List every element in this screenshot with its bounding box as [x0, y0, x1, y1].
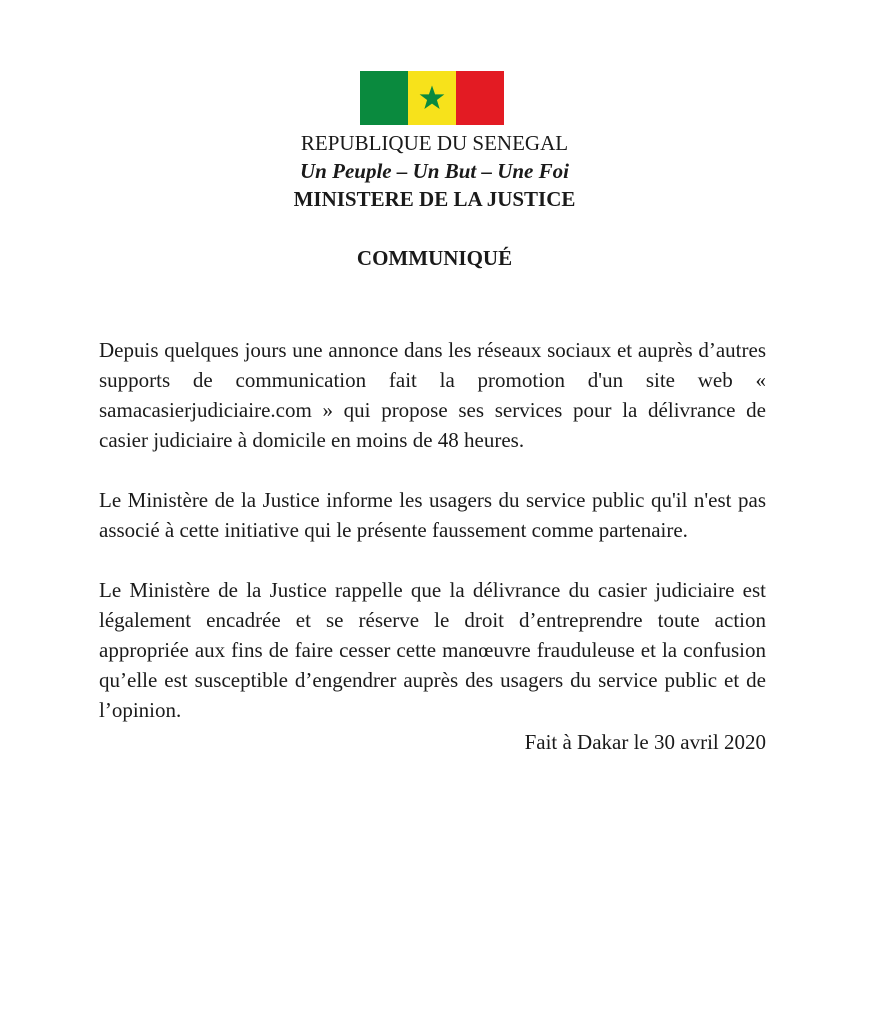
document-title: COMMUNIQUÉ — [356, 246, 513, 270]
star-icon — [419, 85, 445, 111]
senegal-flag-icon — [360, 71, 504, 125]
republic-name: REPUBLIQUE DU SENEGAL — [300, 131, 569, 155]
paragraph-2: Le Ministère de la Justice informe les usagers du service public qu'il n'est pas associé à cette initiative qui le présente faussement comme partenaire. — [99, 488, 766, 542]
paragraph-1: Depuis quelques jours une annonce dans les réseaux sociaux et auprès d’autres supports de communication fait la promotion d'un site web « samacasierjudiciaire.com » qui propose ses services pour la délivrance de casier judiciaire à domicile en moins de 48 heures. — [99, 338, 766, 452]
national-motto: Un Peuple – Un But – Une Foi — [300, 159, 569, 183]
document-header — [0, 129, 869, 213]
flag-yellow-band — [408, 71, 456, 125]
ministry-name: MINISTERE DE LA JUSTICE — [293, 187, 576, 211]
communique-body — [99, 335, 766, 757]
paragraph-3: Le Ministère de la Justice rappelle que la délivrance du casier judiciaire est légalement encadrée et se réserve le droit d’entreprendre toute action appropriée aux fins de faire cesser cette manœuvre frauduleuse et la confusion qu’elle est susceptible d’engendrer auprès des usagers du service public et de l’opinion. — [99, 578, 766, 722]
flag-green-band — [360, 71, 408, 125]
flag-red-band — [456, 71, 504, 125]
signature-line: Fait à Dakar le 30 avril 2020 — [524, 730, 766, 754]
